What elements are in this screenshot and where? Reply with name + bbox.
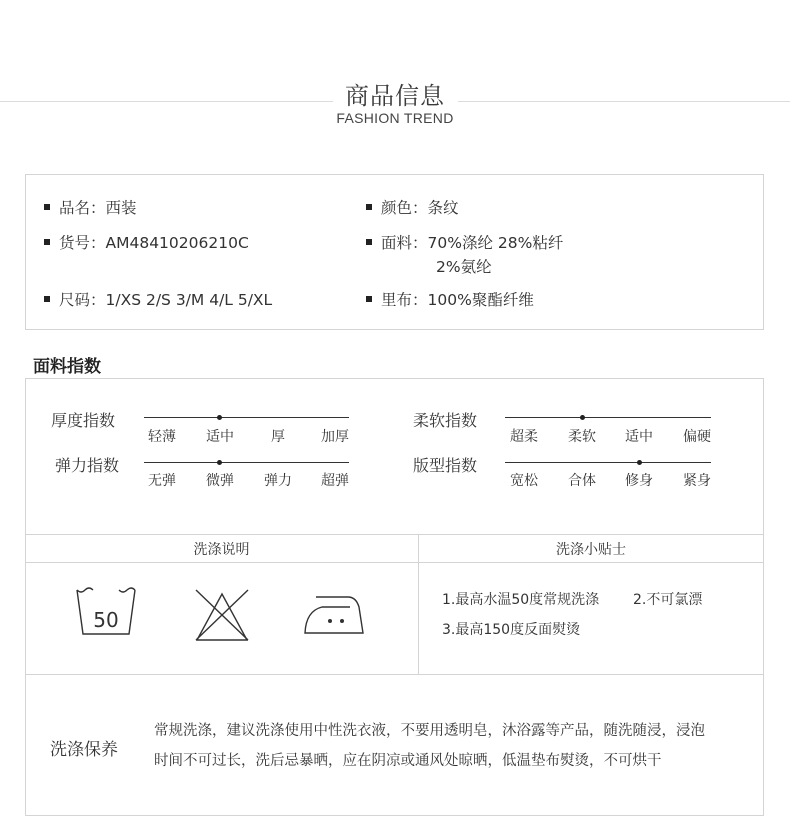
wash-tip-3: 3.最高150度反面熨烫 xyxy=(442,622,581,638)
thickness-scale xyxy=(144,417,349,418)
care-text-line2: 时间不可过长，洗后忌暴晒，应在阴凉或通风处晾晒，低温垫布熨烫，不可烘干 xyxy=(154,753,662,769)
care-text-line1: 常规洗涤，建议洗涤使用中性洗衣液，不要用透明皂，沐浴露等产品，随洗随浸，浸泡 xyxy=(154,723,705,739)
thickness-tick: 轻薄 xyxy=(148,429,176,445)
divider xyxy=(25,562,764,563)
softness-marker xyxy=(580,415,585,420)
fit-label: 版型指数 xyxy=(413,456,478,475)
elasticity-label: 弹力指数 xyxy=(55,456,120,475)
thickness-tick: 加厚 xyxy=(321,429,349,445)
elasticity-tick: 超弹 xyxy=(321,473,349,489)
softness-tick: 偏硬 xyxy=(683,429,711,445)
page-title: 商品信息 xyxy=(345,82,445,110)
softness-label: 柔软指数 xyxy=(413,411,478,430)
bullet-icon xyxy=(366,204,372,210)
bullet-icon xyxy=(366,239,372,245)
softness-tick: 适中 xyxy=(625,429,653,445)
page-subtitle: FASHION TREND xyxy=(336,110,454,126)
fabric-index-heading: 面料指数 xyxy=(33,357,101,377)
no-bleach-icon xyxy=(193,588,251,642)
wash-tip-2: 2.不可氯漂 xyxy=(633,592,703,608)
iron-medium-icon xyxy=(302,593,366,635)
thickness-label: 厚度指数 xyxy=(51,411,116,430)
info-name: 品名：西装 xyxy=(44,196,137,220)
wash-tips-header: 洗涤小贴士 xyxy=(556,542,626,558)
fit-tick: 修身 xyxy=(625,473,653,489)
bullet-icon xyxy=(366,296,372,302)
info-fabric: 面料：70%涤纶 28%粘纤 xyxy=(366,231,563,255)
wash-instructions-header: 洗涤说明 xyxy=(193,542,250,558)
info-sku: 货号：AM48410206210C xyxy=(44,231,249,255)
elasticity-scale xyxy=(144,462,349,463)
elasticity-marker xyxy=(217,460,222,465)
care-label: 洗涤保养 xyxy=(50,740,118,760)
elasticity-tick: 微弹 xyxy=(206,473,234,489)
bullet-icon xyxy=(44,239,50,245)
wash-temp-text: 50 xyxy=(93,608,119,632)
divider xyxy=(25,534,764,535)
fit-tick: 宽松 xyxy=(510,473,538,489)
bullet-icon xyxy=(44,204,50,210)
fit-scale xyxy=(505,462,711,463)
info-color: 颜色：条纹 xyxy=(366,196,459,220)
thickness-tick: 厚 xyxy=(271,429,285,445)
softness-tick: 超柔 xyxy=(510,429,538,445)
fit-tick: 合体 xyxy=(568,473,596,489)
fit-marker xyxy=(637,460,642,465)
elasticity-tick: 弹力 xyxy=(264,473,292,489)
wash-tip-1: 1.最高水温50度常规洗涤 xyxy=(442,592,600,608)
thickness-tick: 适中 xyxy=(206,429,234,445)
wash-50-icon xyxy=(75,586,137,638)
fit-tick: 紧身 xyxy=(683,473,711,489)
product-info-box xyxy=(25,174,764,330)
elasticity-tick: 无弹 xyxy=(148,473,176,489)
info-lining: 里布：100%聚酯纤维 xyxy=(366,288,534,312)
bullet-icon xyxy=(44,296,50,302)
softness-tick: 柔软 xyxy=(568,429,596,445)
divider xyxy=(25,674,764,675)
softness-scale xyxy=(505,417,711,418)
info-size: 尺码：1/XS 2/S 3/M 4/L 5/XL xyxy=(44,288,272,312)
info-fabric-cont: 2%氨纶 xyxy=(436,258,492,276)
thickness-marker xyxy=(217,415,222,420)
